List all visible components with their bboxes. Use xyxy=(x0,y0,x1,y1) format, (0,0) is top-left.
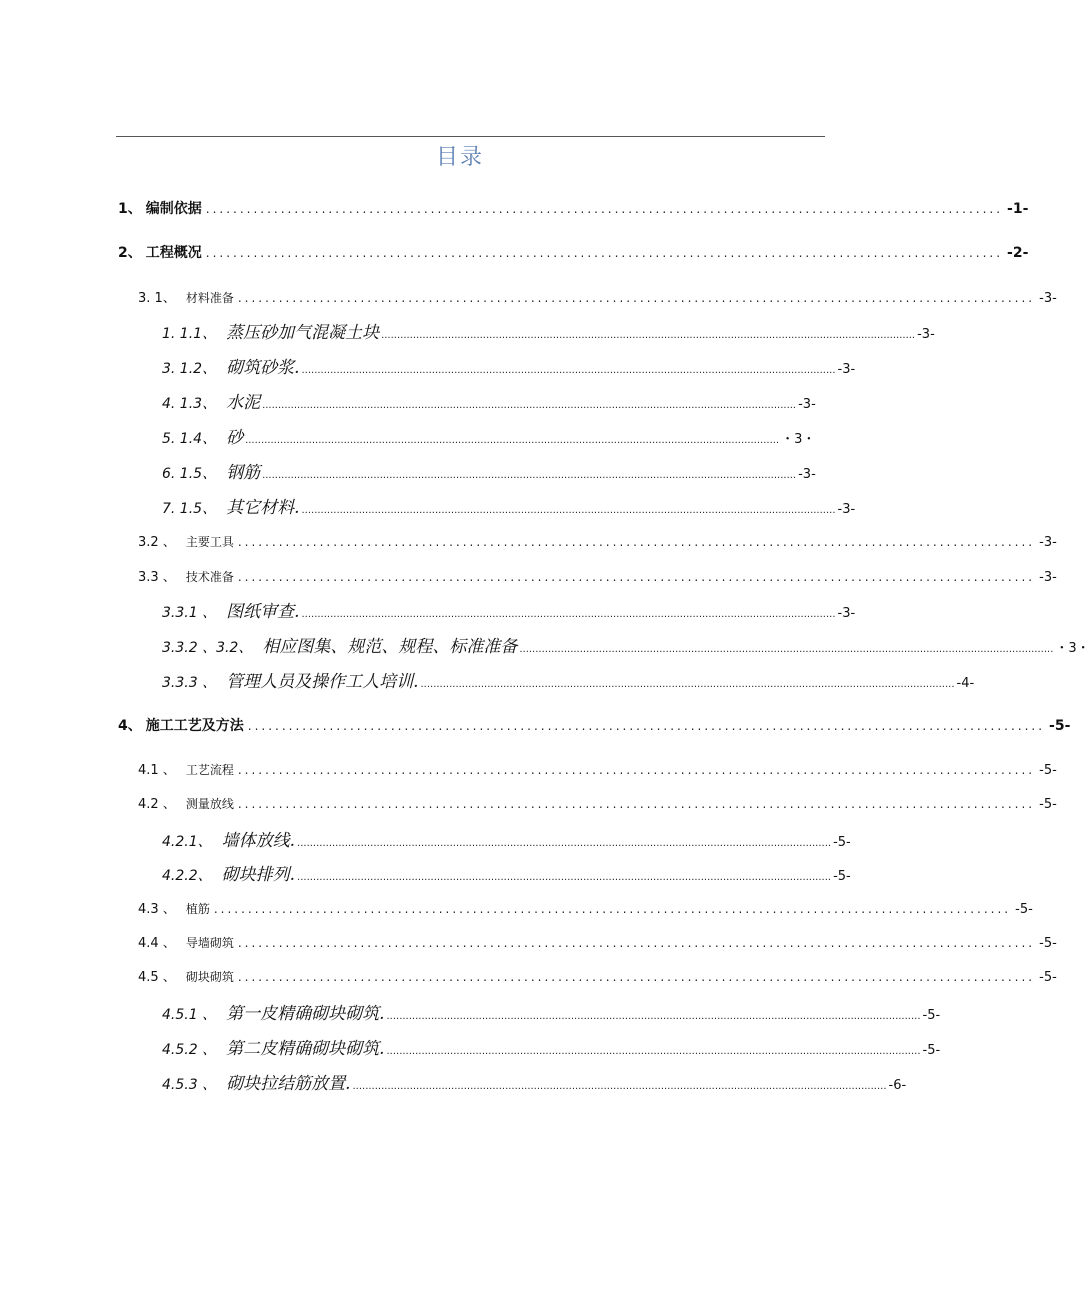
toc-entry-label: 施工工艺及方法 xyxy=(145,718,244,734)
toc-title: 目录 xyxy=(435,145,484,170)
toc-entry-label: 砌块砌筑 xyxy=(185,970,234,984)
toc-entry-label: 砂 xyxy=(226,428,244,448)
toc-leader-dots: ..................................................................................................................... xyxy=(247,719,1046,733)
toc-entry-number: 4. 1.3、 xyxy=(162,396,217,412)
toc-entry-page: -3- xyxy=(1039,535,1057,550)
toc-entry[interactable] xyxy=(162,388,816,413)
toc-entry-page: -5- xyxy=(1039,936,1057,951)
toc-entry[interactable] xyxy=(162,423,816,448)
toc-entry-page: -5- xyxy=(833,869,851,884)
toc-entry-number: 2、 xyxy=(118,245,142,261)
toc-entry[interactable] xyxy=(162,999,941,1024)
toc-leader-dots: ........................................................................................................................................................................ xyxy=(386,1046,921,1057)
toc-entry[interactable] xyxy=(162,1069,907,1094)
toc-entry[interactable] xyxy=(138,759,1057,778)
toc-leader-dots: ..................................................................................................................... xyxy=(237,936,1036,950)
toc-entry[interactable] xyxy=(162,1034,941,1059)
toc-entry-page: -1- xyxy=(1007,201,1029,217)
toc-entry-page: -6- xyxy=(888,1078,907,1093)
toc-entry-label: 其它材料. xyxy=(226,498,300,518)
toc-entry[interactable] xyxy=(162,458,816,483)
toc-entry[interactable] xyxy=(118,198,1029,218)
toc-leader-dots: ........................................................................................................................................................................ xyxy=(262,400,797,411)
toc-entry[interactable] xyxy=(138,932,1057,951)
toc-entry-page: -5- xyxy=(1039,763,1057,778)
toc-entry-label: 管理人员及操作工人培训. xyxy=(226,672,419,692)
toc-leader-dots: ..................................................................................................................... xyxy=(237,291,1036,305)
toc-entry-number: 4.5.1 、 xyxy=(162,1007,217,1023)
toc-entry[interactable] xyxy=(162,667,975,692)
toc-entry-number: 3.3 、 xyxy=(138,570,176,585)
toc-entry-label: 砌筑砂浆. xyxy=(226,358,300,378)
toc-entry[interactable] xyxy=(162,353,856,378)
toc-leader-dots: ........................................................................................................................................................................ xyxy=(245,435,780,446)
toc-entry-number: 4、 xyxy=(118,718,142,734)
toc-entry-label: 蒸压砂加气混凝土块 xyxy=(226,323,380,343)
toc-entry-number: 3.2 、 xyxy=(138,535,176,550)
toc-leader-dots: ..................................................................................................................... xyxy=(237,970,1036,984)
toc-entry-number: 4.5.3 、 xyxy=(162,1077,217,1093)
toc-entry-page: -3- xyxy=(837,606,856,621)
toc-entry-label: 编制依据 xyxy=(145,201,202,217)
toc-entry[interactable] xyxy=(138,287,1057,306)
toc-entry-page: -5- xyxy=(1039,797,1057,812)
toc-leader-dots: ........................................................................................................................................................................ xyxy=(297,872,832,883)
toc-entry-number: 3.3.1 、 xyxy=(162,605,217,621)
toc-entry-label: 测量放线 xyxy=(185,797,234,811)
toc-entry-page: -5- xyxy=(922,1008,941,1023)
toc-entry-page: -5- xyxy=(922,1043,941,1058)
toc-entry-page: -5- xyxy=(1049,718,1071,734)
toc-entry-label: 工艺流程 xyxy=(185,763,234,777)
toc-entry-number: 4.3 、 xyxy=(138,902,176,917)
toc-entry-label: 砌块排列. xyxy=(221,865,296,885)
toc-entry-page: ・3・ xyxy=(1055,641,1090,656)
toc-entry-label: 砌块拉结筋放置. xyxy=(226,1074,351,1094)
toc-leader-dots: ..................................................................................................................... xyxy=(237,797,1036,811)
toc-entry-label: 植筋 xyxy=(185,902,210,916)
toc-entry[interactable] xyxy=(118,242,1029,262)
toc-entry[interactable] xyxy=(162,597,856,622)
toc-entry-number: 1. 1.1、 xyxy=(162,326,217,342)
toc-entry-number: 4.5 、 xyxy=(138,970,176,985)
toc-entry-page: ・3・ xyxy=(781,432,816,447)
toc-entry-label: 图纸审查. xyxy=(226,602,300,622)
toc-entry-number: 4.5.2 、 xyxy=(162,1042,217,1058)
toc-entry-label: 材料准备 xyxy=(185,291,234,305)
toc-entry[interactable] xyxy=(138,566,1057,585)
toc-entry[interactable] xyxy=(162,826,851,851)
toc-entry-number: 6. 1.5、 xyxy=(162,466,217,482)
toc-entry[interactable] xyxy=(162,860,851,885)
toc-entry-page: -3- xyxy=(917,327,935,342)
toc-entry-page: -3- xyxy=(798,467,816,482)
toc-entry[interactable] xyxy=(162,493,856,518)
toc-entry-number: 4.2.2、 xyxy=(162,868,212,884)
toc-entry-label: 导墙砌筑 xyxy=(185,936,234,950)
toc-entry-label: 相应图集、规范、规程、标准准备 xyxy=(262,637,518,657)
toc-entry-label: 钢筋 xyxy=(226,463,261,483)
toc-leader-dots: ........................................................................................................................................................................ xyxy=(381,330,916,341)
toc-leader-dots: ..................................................................................................................... xyxy=(237,535,1036,549)
toc-entry-label: 水泥 xyxy=(226,393,261,413)
toc-entry-number: 3. 1.2、 xyxy=(162,361,217,377)
toc-leader-dots: ........................................................................................................................................................................ xyxy=(420,679,955,690)
toc-entry[interactable] xyxy=(138,531,1057,550)
toc-entry-number: 3. 1、 xyxy=(138,291,176,306)
toc-entry-label: 第二皮精确砌块砌筑. xyxy=(226,1039,385,1059)
toc-leader-dots: ........................................................................................................................................................................ xyxy=(297,838,832,849)
toc-entry-number: 4.1 、 xyxy=(138,763,176,778)
toc-entry-page: -3- xyxy=(837,502,856,517)
toc-entry-label: 墙体放线. xyxy=(221,831,296,851)
toc-leader-dots: ..................................................................................................................... xyxy=(237,570,1036,584)
toc-entry[interactable] xyxy=(138,793,1057,812)
toc-leader-dots: ..................................................................................................................... xyxy=(205,202,1004,216)
toc-entry[interactable] xyxy=(162,318,935,343)
toc-leader-dots: ........................................................................................................................................................................ xyxy=(301,609,836,620)
toc-entry-page: -2- xyxy=(1007,245,1029,261)
toc-entry-page: -3- xyxy=(798,397,816,412)
toc-entry-number: 4.4 、 xyxy=(138,936,176,951)
toc-entry[interactable] xyxy=(162,632,1090,657)
toc-leader-dots: ........................................................................................................................................................................ xyxy=(519,644,1054,655)
toc-entry-page: -3- xyxy=(837,362,856,377)
toc-entry[interactable] xyxy=(138,966,1057,985)
toc-entry[interactable] xyxy=(138,898,1033,917)
toc-leader-dots: ........................................................................................................................................................................ xyxy=(301,365,836,376)
toc-entry-label: 第一皮精确砌块砌筑. xyxy=(226,1004,385,1024)
toc-leader-dots: ..................................................................................................................... xyxy=(237,763,1036,777)
toc-leader-dots: ..................................................................................................................... xyxy=(205,246,1004,260)
toc-entry-number: 4.2.1、 xyxy=(162,834,212,850)
toc-entry-number: 3.3.2 、3.2、 xyxy=(162,640,253,656)
toc-leader-dots: ..................................................................................................................... xyxy=(213,902,1012,916)
toc-entry-page: -4- xyxy=(956,676,975,691)
toc-entry-page: -3- xyxy=(1039,570,1057,585)
toc-entry-number: 1、 xyxy=(118,201,142,217)
toc-entry-label: 工程概况 xyxy=(145,245,202,261)
toc-leader-dots: ........................................................................................................................................................................ xyxy=(301,505,836,516)
toc-entry-number: 5. 1.4、 xyxy=(162,431,217,447)
toc-entry[interactable] xyxy=(118,715,1071,735)
toc-entry-page: -5- xyxy=(1015,902,1033,917)
toc-leader-dots: ........................................................................................................................................................................ xyxy=(386,1011,921,1022)
toc-entry-page: -5- xyxy=(1039,970,1057,985)
toc-entry-number: 7. 1.5、 xyxy=(162,501,217,517)
toc-leader-dots: ........................................................................................................................................................................ xyxy=(352,1081,887,1092)
toc-entry-page: -3- xyxy=(1039,291,1057,306)
header-rule xyxy=(116,136,825,137)
toc-entry-page: -5- xyxy=(833,835,851,850)
toc-entry-number: 4.2 、 xyxy=(138,797,176,812)
toc-leader-dots: ........................................................................................................................................................................ xyxy=(262,470,797,481)
toc-entry-label: 主要工具 xyxy=(185,535,234,549)
toc-entry-label: 技术准备 xyxy=(185,570,234,584)
toc-entry-number: 3.3.3 、 xyxy=(162,675,217,691)
